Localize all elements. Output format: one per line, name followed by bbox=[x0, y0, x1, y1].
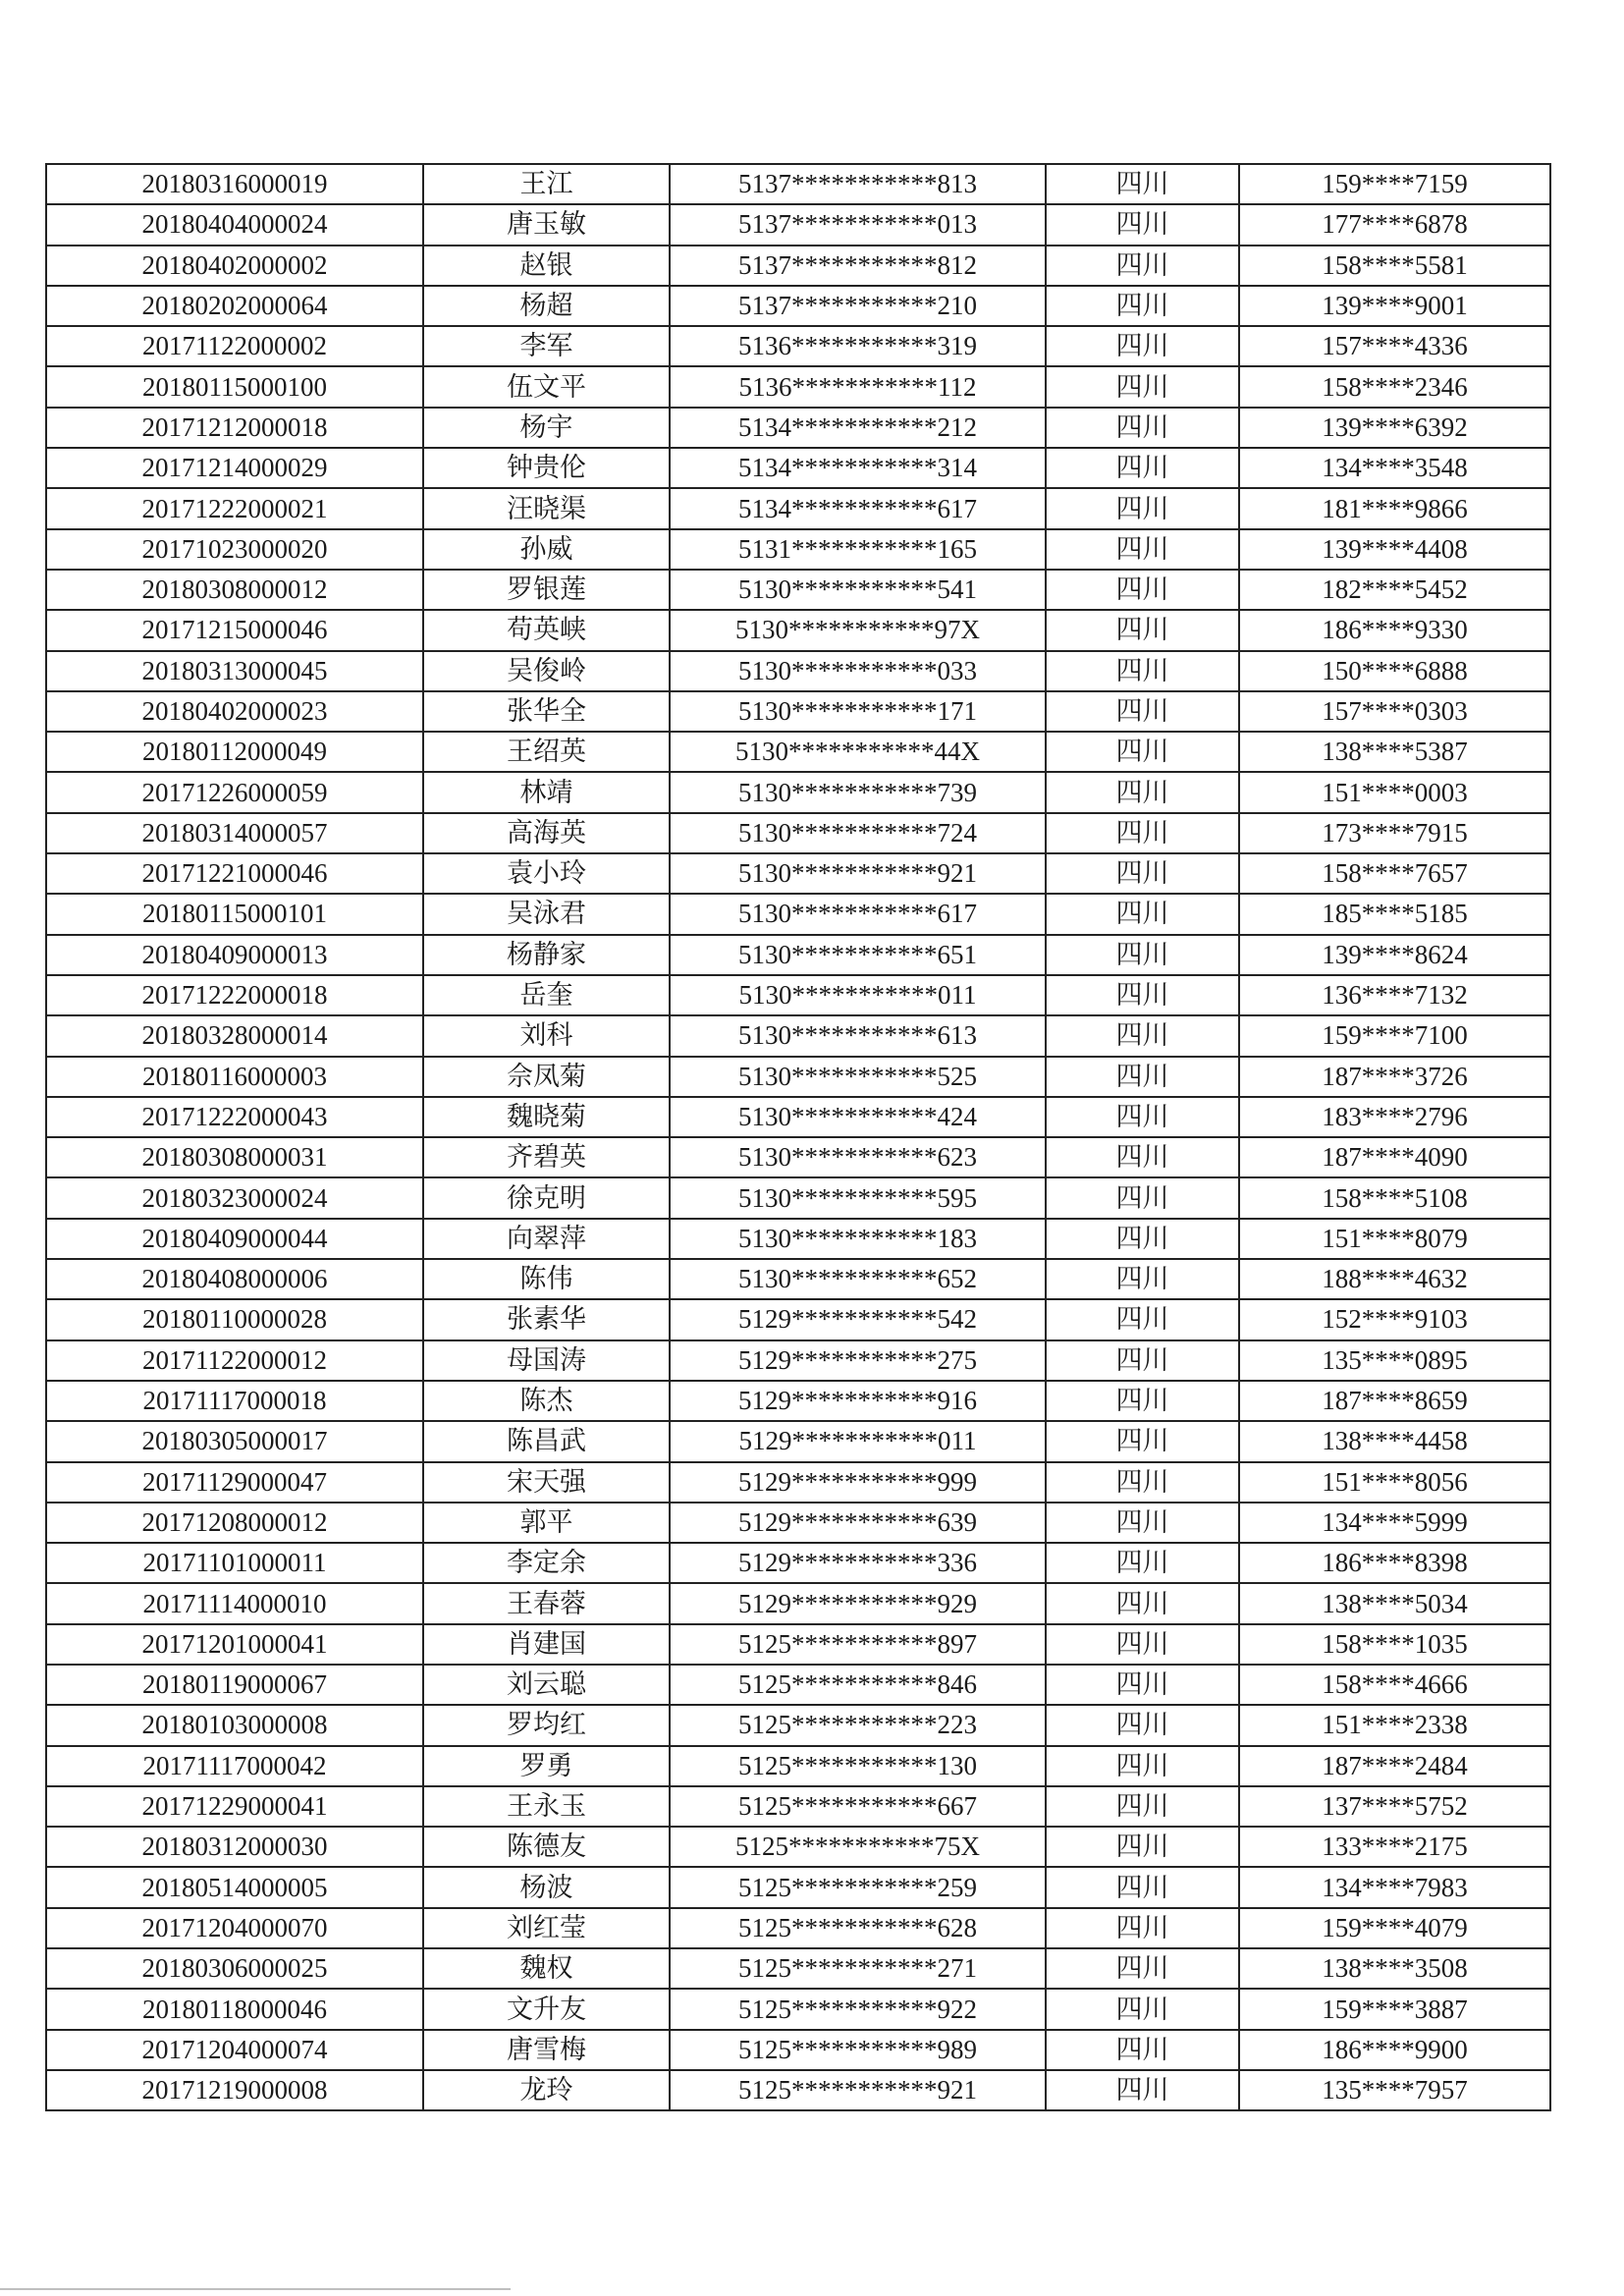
province-cell: 四川 bbox=[1046, 813, 1239, 853]
table-row bbox=[46, 2070, 1550, 2110]
table-row bbox=[46, 691, 1550, 732]
province-cell: 四川 bbox=[1046, 570, 1239, 610]
name-cell: 唐雪梅 bbox=[423, 2030, 670, 2070]
record-id-cell: 20180119000067 bbox=[46, 1665, 423, 1705]
record-id-cell: 20171122000012 bbox=[46, 1340, 423, 1381]
record-id-cell: 20180514000005 bbox=[46, 1867, 423, 1907]
id-card-cell: 5137***********813 bbox=[670, 164, 1046, 204]
record-id-cell: 20180118000046 bbox=[46, 1989, 423, 2029]
name-cell: 吴俊岭 bbox=[423, 651, 670, 691]
province-cell: 四川 bbox=[1046, 732, 1239, 772]
phone-cell: 181****9866 bbox=[1239, 488, 1550, 528]
province-cell: 四川 bbox=[1046, 691, 1239, 732]
record-id-cell: 20171226000059 bbox=[46, 772, 423, 812]
name-cell: 杨静家 bbox=[423, 935, 670, 975]
id-card-cell: 5125***********846 bbox=[670, 1665, 1046, 1705]
table-row bbox=[46, 894, 1550, 934]
phone-cell: 151****2338 bbox=[1239, 1705, 1550, 1745]
phone-cell: 187****4090 bbox=[1239, 1137, 1550, 1177]
table-row bbox=[46, 1462, 1550, 1503]
id-card-cell: 5125***********223 bbox=[670, 1705, 1046, 1745]
phone-cell: 158****4666 bbox=[1239, 1665, 1550, 1705]
table-row bbox=[46, 1177, 1550, 1218]
table-row bbox=[46, 772, 1550, 812]
phone-cell: 158****5581 bbox=[1239, 246, 1550, 286]
id-card-cell: 5125***********667 bbox=[670, 1786, 1046, 1827]
name-cell: 宋天强 bbox=[423, 1462, 670, 1503]
table-row bbox=[46, 1219, 1550, 1259]
id-card-cell: 5129***********275 bbox=[670, 1340, 1046, 1381]
name-cell: 王江 bbox=[423, 164, 670, 204]
name-cell: 王绍英 bbox=[423, 732, 670, 772]
phone-cell: 159****3887 bbox=[1239, 1989, 1550, 2029]
phone-cell: 173****7915 bbox=[1239, 813, 1550, 853]
province-cell: 四川 bbox=[1046, 1989, 1239, 2029]
province-cell: 四川 bbox=[1046, 1746, 1239, 1786]
name-cell: 吴泳君 bbox=[423, 894, 670, 934]
table-row bbox=[46, 488, 1550, 528]
id-card-cell: 5130***********623 bbox=[670, 1137, 1046, 1177]
name-cell: 文升友 bbox=[423, 1989, 670, 2029]
id-card-cell: 5129***********916 bbox=[670, 1381, 1046, 1421]
phone-cell: 159****7100 bbox=[1239, 1015, 1550, 1056]
table-row bbox=[46, 1543, 1550, 1583]
id-card-cell: 5130***********541 bbox=[670, 570, 1046, 610]
name-cell: 李定余 bbox=[423, 1543, 670, 1583]
province-cell: 四川 bbox=[1046, 1137, 1239, 1177]
phone-cell: 187****8659 bbox=[1239, 1381, 1550, 1421]
phone-cell: 137****5752 bbox=[1239, 1786, 1550, 1827]
record-id-cell: 20180404000024 bbox=[46, 204, 423, 245]
roster-table bbox=[45, 163, 1551, 2111]
name-cell: 罗均红 bbox=[423, 1705, 670, 1745]
record-id-cell: 20171117000018 bbox=[46, 1381, 423, 1421]
phone-cell: 138****5387 bbox=[1239, 732, 1550, 772]
name-cell: 郭平 bbox=[423, 1503, 670, 1543]
province-cell: 四川 bbox=[1046, 1705, 1239, 1745]
name-cell: 陈昌武 bbox=[423, 1421, 670, 1461]
record-id-cell: 20180110000028 bbox=[46, 1299, 423, 1339]
table-row bbox=[46, 1827, 1550, 1867]
phone-cell: 136****7132 bbox=[1239, 975, 1550, 1015]
id-card-cell: 5129***********639 bbox=[670, 1503, 1046, 1543]
id-card-cell: 5130***********171 bbox=[670, 691, 1046, 732]
province-cell: 四川 bbox=[1046, 1057, 1239, 1097]
record-id-cell: 20180402000002 bbox=[46, 246, 423, 286]
id-card-cell: 5130***********011 bbox=[670, 975, 1046, 1015]
province-cell: 四川 bbox=[1046, 1948, 1239, 1989]
province-cell: 四川 bbox=[1046, 204, 1239, 245]
record-id-cell: 20171215000046 bbox=[46, 610, 423, 650]
record-id-cell: 20171208000012 bbox=[46, 1503, 423, 1543]
province-cell: 四川 bbox=[1046, 1624, 1239, 1665]
table-row bbox=[46, 1583, 1550, 1623]
record-id-cell: 20180408000006 bbox=[46, 1259, 423, 1299]
name-cell: 林靖 bbox=[423, 772, 670, 812]
phone-cell: 159****4079 bbox=[1239, 1908, 1550, 1948]
table-row bbox=[46, 813, 1550, 853]
record-id-cell: 20171117000042 bbox=[46, 1746, 423, 1786]
phone-cell: 150****6888 bbox=[1239, 651, 1550, 691]
table-row bbox=[46, 1381, 1550, 1421]
record-id-cell: 20171023000020 bbox=[46, 529, 423, 570]
phone-cell: 187****3726 bbox=[1239, 1057, 1550, 1097]
record-id-cell: 20180116000003 bbox=[46, 1057, 423, 1097]
phone-cell: 186****9900 bbox=[1239, 2030, 1550, 2070]
phone-cell: 138****4458 bbox=[1239, 1421, 1550, 1461]
province-cell: 四川 bbox=[1046, 326, 1239, 366]
province-cell: 四川 bbox=[1046, 853, 1239, 894]
name-cell: 唐玉敏 bbox=[423, 204, 670, 245]
table-row bbox=[46, 1503, 1550, 1543]
phone-cell: 158****2346 bbox=[1239, 366, 1550, 407]
phone-cell: 139****4408 bbox=[1239, 529, 1550, 570]
name-cell: 杨波 bbox=[423, 1867, 670, 1907]
province-cell: 四川 bbox=[1046, 1177, 1239, 1218]
record-id-cell: 20171122000002 bbox=[46, 326, 423, 366]
phone-cell: 157****4336 bbox=[1239, 326, 1550, 366]
record-id-cell: 20180328000014 bbox=[46, 1015, 423, 1056]
id-card-cell: 5130***********651 bbox=[670, 935, 1046, 975]
roster-table-body bbox=[46, 164, 1550, 2110]
table-row bbox=[46, 1786, 1550, 1827]
id-card-cell: 5130***********617 bbox=[670, 894, 1046, 934]
table-row bbox=[46, 570, 1550, 610]
id-card-cell: 5130***********921 bbox=[670, 853, 1046, 894]
record-id-cell: 20180314000057 bbox=[46, 813, 423, 853]
table-row bbox=[46, 1259, 1550, 1299]
page-bottom-divider bbox=[0, 2288, 511, 2290]
id-card-cell: 5125***********922 bbox=[670, 1989, 1046, 2029]
record-id-cell: 20171201000041 bbox=[46, 1624, 423, 1665]
table-row bbox=[46, 975, 1550, 1015]
table-row bbox=[46, 2030, 1550, 2070]
province-cell: 四川 bbox=[1046, 1827, 1239, 1867]
id-card-cell: 5130***********033 bbox=[670, 651, 1046, 691]
id-card-cell: 5130***********183 bbox=[670, 1219, 1046, 1259]
table-row bbox=[46, 1908, 1550, 1948]
id-card-cell: 5130***********97X bbox=[670, 610, 1046, 650]
phone-cell: 188****4632 bbox=[1239, 1259, 1550, 1299]
phone-cell: 138****3508 bbox=[1239, 1948, 1550, 1989]
id-card-cell: 5130***********652 bbox=[670, 1259, 1046, 1299]
name-cell: 杨宇 bbox=[423, 408, 670, 448]
name-cell: 刘红莹 bbox=[423, 1908, 670, 1948]
record-id-cell: 20171101000011 bbox=[46, 1543, 423, 1583]
record-id-cell: 20171204000070 bbox=[46, 1908, 423, 1948]
id-card-cell: 5125***********259 bbox=[670, 1867, 1046, 1907]
table-row bbox=[46, 1624, 1550, 1665]
id-card-cell: 5130***********525 bbox=[670, 1057, 1046, 1097]
table-row bbox=[46, 1665, 1550, 1705]
phone-cell: 159****7159 bbox=[1239, 164, 1550, 204]
phone-cell: 158****5108 bbox=[1239, 1177, 1550, 1218]
name-cell: 魏权 bbox=[423, 1948, 670, 1989]
province-cell: 四川 bbox=[1046, 1097, 1239, 1137]
phone-cell: 157****0303 bbox=[1239, 691, 1550, 732]
id-card-cell: 5137***********210 bbox=[670, 286, 1046, 326]
name-cell: 陈德友 bbox=[423, 1827, 670, 1867]
province-cell: 四川 bbox=[1046, 1665, 1239, 1705]
record-id-cell: 20180316000019 bbox=[46, 164, 423, 204]
table-row bbox=[46, 1989, 1550, 2029]
phone-cell: 182****5452 bbox=[1239, 570, 1550, 610]
id-card-cell: 5136***********112 bbox=[670, 366, 1046, 407]
name-cell: 陈伟 bbox=[423, 1259, 670, 1299]
name-cell: 陈杰 bbox=[423, 1381, 670, 1421]
record-id-cell: 20180323000024 bbox=[46, 1177, 423, 1218]
record-id-cell: 20180103000008 bbox=[46, 1705, 423, 1745]
table-row bbox=[46, 326, 1550, 366]
name-cell: 佘凤菊 bbox=[423, 1057, 670, 1097]
record-id-cell: 20180313000045 bbox=[46, 651, 423, 691]
name-cell: 肖建国 bbox=[423, 1624, 670, 1665]
phone-cell: 183****2796 bbox=[1239, 1097, 1550, 1137]
phone-cell: 186****8398 bbox=[1239, 1543, 1550, 1583]
table-row bbox=[46, 1015, 1550, 1056]
table-row bbox=[46, 164, 1550, 204]
phone-cell: 152****9103 bbox=[1239, 1299, 1550, 1339]
province-cell: 四川 bbox=[1046, 164, 1239, 204]
record-id-cell: 20180308000031 bbox=[46, 1137, 423, 1177]
province-cell: 四川 bbox=[1046, 1259, 1239, 1299]
name-cell: 罗勇 bbox=[423, 1746, 670, 1786]
table-row bbox=[46, 529, 1550, 570]
province-cell: 四川 bbox=[1046, 975, 1239, 1015]
record-id-cell: 20171222000021 bbox=[46, 488, 423, 528]
id-card-cell: 5130***********724 bbox=[670, 813, 1046, 853]
table-row bbox=[46, 1340, 1550, 1381]
name-cell: 王永玉 bbox=[423, 1786, 670, 1827]
table-row bbox=[46, 286, 1550, 326]
table-row bbox=[46, 1867, 1550, 1907]
name-cell: 齐碧英 bbox=[423, 1137, 670, 1177]
id-card-cell: 5130***********613 bbox=[670, 1015, 1046, 1056]
id-card-cell: 5129***********929 bbox=[670, 1583, 1046, 1623]
name-cell: 汪晓渠 bbox=[423, 488, 670, 528]
id-card-cell: 5125***********75X bbox=[670, 1827, 1046, 1867]
id-card-cell: 5137***********812 bbox=[670, 246, 1046, 286]
name-cell: 刘云聪 bbox=[423, 1665, 670, 1705]
table-row bbox=[46, 853, 1550, 894]
province-cell: 四川 bbox=[1046, 772, 1239, 812]
table-row bbox=[46, 366, 1550, 407]
phone-cell: 151****8056 bbox=[1239, 1462, 1550, 1503]
id-card-cell: 5125***********897 bbox=[670, 1624, 1046, 1665]
name-cell: 孙威 bbox=[423, 529, 670, 570]
record-id-cell: 20171212000018 bbox=[46, 408, 423, 448]
record-id-cell: 20171219000008 bbox=[46, 2070, 423, 2110]
name-cell: 李军 bbox=[423, 326, 670, 366]
province-cell: 四川 bbox=[1046, 1219, 1239, 1259]
record-id-cell: 20180115000100 bbox=[46, 366, 423, 407]
name-cell: 龙玲 bbox=[423, 2070, 670, 2110]
province-cell: 四川 bbox=[1046, 2070, 1239, 2110]
id-card-cell: 5125***********628 bbox=[670, 1908, 1046, 1948]
province-cell: 四川 bbox=[1046, 366, 1239, 407]
province-cell: 四川 bbox=[1046, 246, 1239, 286]
phone-cell: 151****8079 bbox=[1239, 1219, 1550, 1259]
province-cell: 四川 bbox=[1046, 610, 1239, 650]
province-cell: 四川 bbox=[1046, 1015, 1239, 1056]
record-id-cell: 20180305000017 bbox=[46, 1421, 423, 1461]
province-cell: 四川 bbox=[1046, 488, 1239, 528]
record-id-cell: 20180409000013 bbox=[46, 935, 423, 975]
name-cell: 母国涛 bbox=[423, 1340, 670, 1381]
name-cell: 张华全 bbox=[423, 691, 670, 732]
province-cell: 四川 bbox=[1046, 408, 1239, 448]
table-row bbox=[46, 408, 1550, 448]
id-card-cell: 5130***********44X bbox=[670, 732, 1046, 772]
table-row bbox=[46, 1057, 1550, 1097]
record-id-cell: 20180202000064 bbox=[46, 286, 423, 326]
table-row bbox=[46, 1137, 1550, 1177]
id-card-cell: 5129***********542 bbox=[670, 1299, 1046, 1339]
name-cell: 袁小玲 bbox=[423, 853, 670, 894]
name-cell: 伍文平 bbox=[423, 366, 670, 407]
record-id-cell: 20180308000012 bbox=[46, 570, 423, 610]
record-id-cell: 20180112000049 bbox=[46, 732, 423, 772]
table-row bbox=[46, 1421, 1550, 1461]
province-cell: 四川 bbox=[1046, 529, 1239, 570]
record-id-cell: 20180409000044 bbox=[46, 1219, 423, 1259]
phone-cell: 134****3548 bbox=[1239, 448, 1550, 488]
table-row bbox=[46, 1705, 1550, 1745]
table-row bbox=[46, 246, 1550, 286]
phone-cell: 139****9001 bbox=[1239, 286, 1550, 326]
province-cell: 四川 bbox=[1046, 651, 1239, 691]
record-id-cell: 20171114000010 bbox=[46, 1583, 423, 1623]
id-card-cell: 5134***********212 bbox=[670, 408, 1046, 448]
phone-cell: 186****9330 bbox=[1239, 610, 1550, 650]
province-cell: 四川 bbox=[1046, 894, 1239, 934]
phone-cell: 177****6878 bbox=[1239, 204, 1550, 245]
id-card-cell: 5137***********013 bbox=[670, 204, 1046, 245]
phone-cell: 139****6392 bbox=[1239, 408, 1550, 448]
name-cell: 刘科 bbox=[423, 1015, 670, 1056]
id-card-cell: 5136***********319 bbox=[670, 326, 1046, 366]
phone-cell: 133****2175 bbox=[1239, 1827, 1550, 1867]
phone-cell: 134****5999 bbox=[1239, 1503, 1550, 1543]
record-id-cell: 20171129000047 bbox=[46, 1462, 423, 1503]
id-card-cell: 5130***********595 bbox=[670, 1177, 1046, 1218]
phone-cell: 134****7983 bbox=[1239, 1867, 1550, 1907]
province-cell: 四川 bbox=[1046, 286, 1239, 326]
name-cell: 赵银 bbox=[423, 246, 670, 286]
province-cell: 四川 bbox=[1046, 935, 1239, 975]
phone-cell: 185****5185 bbox=[1239, 894, 1550, 934]
table-row bbox=[46, 1299, 1550, 1339]
record-id-cell: 20180312000030 bbox=[46, 1827, 423, 1867]
record-id-cell: 20171229000041 bbox=[46, 1786, 423, 1827]
record-id-cell: 20171221000046 bbox=[46, 853, 423, 894]
name-cell: 魏晓菊 bbox=[423, 1097, 670, 1137]
province-cell: 四川 bbox=[1046, 1583, 1239, 1623]
id-card-cell: 5129***********999 bbox=[670, 1462, 1046, 1503]
id-card-cell: 5129***********011 bbox=[670, 1421, 1046, 1461]
table-row bbox=[46, 651, 1550, 691]
phone-cell: 135****0895 bbox=[1239, 1340, 1550, 1381]
table-row bbox=[46, 732, 1550, 772]
phone-cell: 139****8624 bbox=[1239, 935, 1550, 975]
province-cell: 四川 bbox=[1046, 1421, 1239, 1461]
id-card-cell: 5134***********314 bbox=[670, 448, 1046, 488]
name-cell: 钟贵伦 bbox=[423, 448, 670, 488]
province-cell: 四川 bbox=[1046, 1867, 1239, 1907]
province-cell: 四川 bbox=[1046, 1340, 1239, 1381]
name-cell: 罗银莲 bbox=[423, 570, 670, 610]
id-card-cell: 5125***********130 bbox=[670, 1746, 1046, 1786]
table-row bbox=[46, 1948, 1550, 1989]
id-card-cell: 5130***********424 bbox=[670, 1097, 1046, 1137]
table-row bbox=[46, 935, 1550, 975]
table-row bbox=[46, 610, 1550, 650]
id-card-cell: 5134***********617 bbox=[670, 488, 1046, 528]
record-id-cell: 20171222000043 bbox=[46, 1097, 423, 1137]
phone-cell: 158****1035 bbox=[1239, 1624, 1550, 1665]
province-cell: 四川 bbox=[1046, 448, 1239, 488]
record-id-cell: 20180402000023 bbox=[46, 691, 423, 732]
record-id-cell: 20180115000101 bbox=[46, 894, 423, 934]
table-row bbox=[46, 448, 1550, 488]
name-cell: 岳奎 bbox=[423, 975, 670, 1015]
province-cell: 四川 bbox=[1046, 1503, 1239, 1543]
record-id-cell: 20171222000018 bbox=[46, 975, 423, 1015]
province-cell: 四川 bbox=[1046, 1786, 1239, 1827]
id-card-cell: 5130***********739 bbox=[670, 772, 1046, 812]
province-cell: 四川 bbox=[1046, 1381, 1239, 1421]
province-cell: 四川 bbox=[1046, 1462, 1239, 1503]
name-cell: 王春蓉 bbox=[423, 1583, 670, 1623]
id-card-cell: 5125***********921 bbox=[670, 2070, 1046, 2110]
table-row bbox=[46, 204, 1550, 245]
table-row bbox=[46, 1746, 1550, 1786]
name-cell: 徐克明 bbox=[423, 1177, 670, 1218]
phone-cell: 135****7957 bbox=[1239, 2070, 1550, 2110]
id-card-cell: 5125***********989 bbox=[670, 2030, 1046, 2070]
province-cell: 四川 bbox=[1046, 2030, 1239, 2070]
record-id-cell: 20171214000029 bbox=[46, 448, 423, 488]
province-cell: 四川 bbox=[1046, 1908, 1239, 1948]
id-card-cell: 5131***********165 bbox=[670, 529, 1046, 570]
id-card-cell: 5125***********271 bbox=[670, 1948, 1046, 1989]
name-cell: 高海英 bbox=[423, 813, 670, 853]
name-cell: 杨超 bbox=[423, 286, 670, 326]
phone-cell: 138****5034 bbox=[1239, 1583, 1550, 1623]
name-cell: 向翠萍 bbox=[423, 1219, 670, 1259]
phone-cell: 158****7657 bbox=[1239, 853, 1550, 894]
table-row bbox=[46, 1097, 1550, 1137]
phone-cell: 151****0003 bbox=[1239, 772, 1550, 812]
province-cell: 四川 bbox=[1046, 1299, 1239, 1339]
name-cell: 张素华 bbox=[423, 1299, 670, 1339]
name-cell: 苟英峡 bbox=[423, 610, 670, 650]
record-id-cell: 20180306000025 bbox=[46, 1948, 423, 1989]
id-card-cell: 5129***********336 bbox=[670, 1543, 1046, 1583]
phone-cell: 187****2484 bbox=[1239, 1746, 1550, 1786]
record-id-cell: 20171204000074 bbox=[46, 2030, 423, 2070]
province-cell: 四川 bbox=[1046, 1543, 1239, 1583]
